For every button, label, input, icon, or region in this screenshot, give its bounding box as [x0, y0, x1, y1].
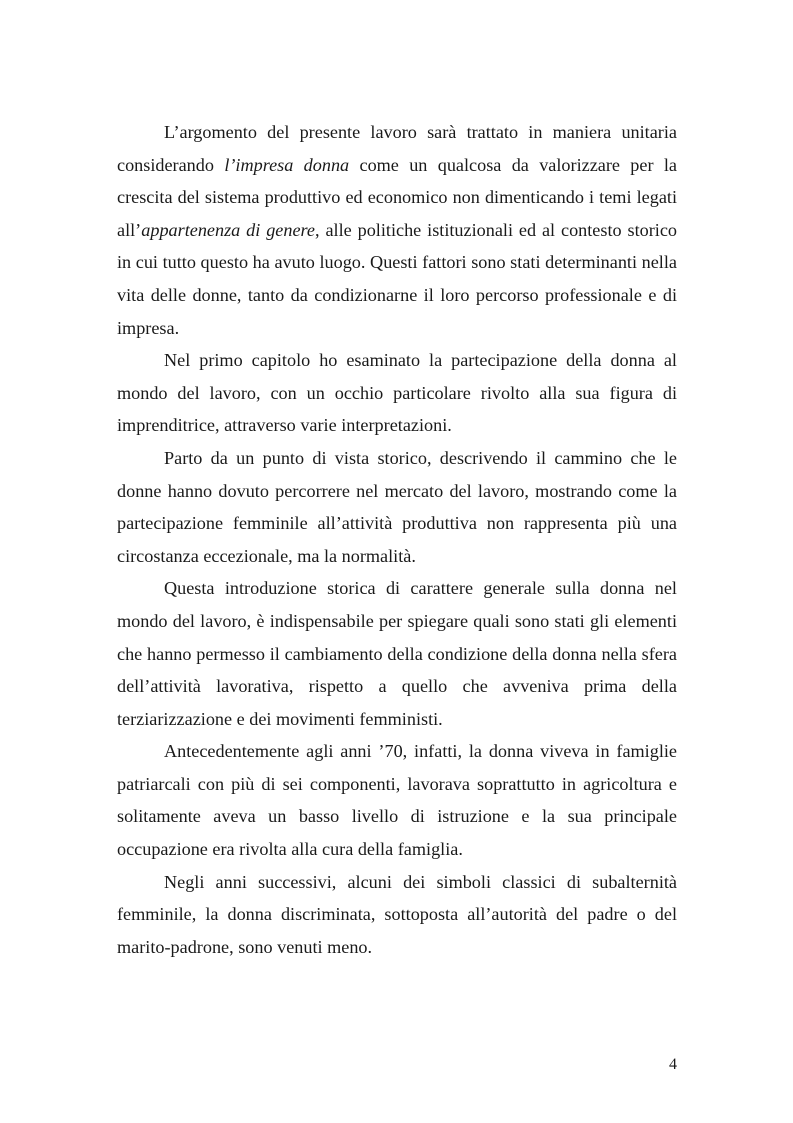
paragraph-1-italic-appartenenza: appartenenza di genere	[141, 219, 316, 240]
paragraph-1-segment-5: , alle politiche istituzionali ed al contesto storico in cui tutto questo ha avuto luogo. Questi fattori sono stati determinanti nella vita delle donne, tanto da condizionarne il loro percorso professionale e di impresa.	[117, 219, 678, 338]
paragraph-6	[117, 866, 677, 964]
page-number: 4	[669, 1056, 677, 1073]
paragraph-1	[117, 116, 677, 344]
paragraph-2	[117, 344, 677, 442]
paragraph-5	[117, 735, 677, 865]
paragraph-1-segment-3: come un qualcosa da valorizzare per la crescita del sistema produttivo ed economico non dimenticando i temi legati all’	[117, 154, 677, 240]
paragraph-4-text: Questa introduzione storica di carattere generale sulla donna nel mondo del lavoro, è indispensabile per spiegare quali sono stati gli elementi che hanno permesso il cambiamento della condizione della donna nella sfera dell’attività lavorativa, rispetto a quello che avveniva prima della terziarizzazione e dei movimenti femministi.	[117, 578, 677, 729]
paragraph-3-text: Parto da un punto di vista storico, descrivendo il cammino che le donne hanno dovuto percorrere nel mercato del lavoro, mostrando come la partecipazione femminile all’attività produttiva non rappresenta più una circostanza eccezionale, ma la normalità.	[117, 447, 677, 566]
paragraph-1-segment-1: L’argomento del presente lavoro sarà trattato in maniera unitaria considerando	[117, 122, 677, 175]
paragraph-2-text: Nel primo capitolo ho esaminato la partecipazione della donna al mondo del lavoro, con un occhio particolare rivolto alla sua figura di imprenditrice, attraverso varie interpretazioni.	[117, 350, 677, 436]
paragraph-4	[117, 572, 677, 735]
paragraph-3	[117, 442, 677, 572]
paragraph-6-text: Negli anni successivi, alcuni dei simboli classici di subalternità femminile, la donna discriminata, sottoposta all’autorità del padre o del marito-padrone, sono venuti meno.	[117, 871, 677, 957]
paragraph-1-italic-impresa-donna: l’impresa donna	[224, 154, 350, 175]
paragraph-5-text: Antecedentemente agli anni ’70, infatti, la donna viveva in famiglie patriarcali con più di sei componenti, lavorava soprattutto in agricoltura e solitamente aveva un basso livello di istruzione e la sua principale occupazione era rivolta alla cura della famiglia.	[117, 741, 677, 860]
body-text	[117, 116, 677, 963]
